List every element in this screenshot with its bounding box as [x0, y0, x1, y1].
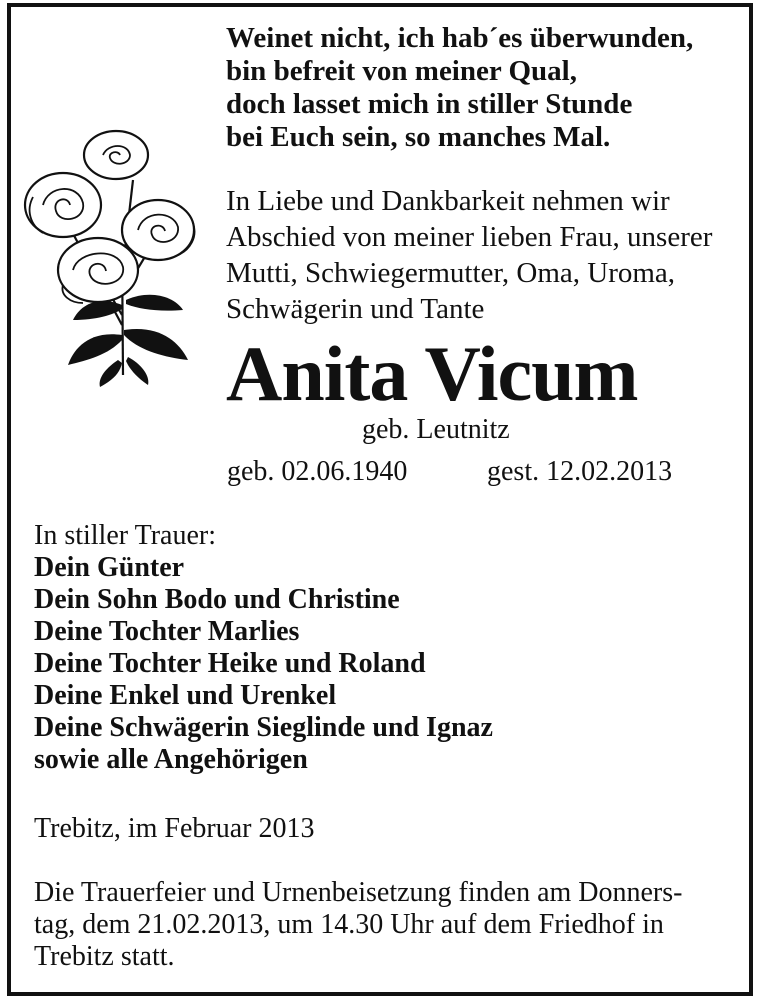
funeral-notice: Die Trauerfeier und Urnenbeisetzung finden am Donners- tag, dem 21.02.2013, um 14.30 Uhr auf dem Friedhof in Trebitz statt. [34, 877, 683, 972]
maiden-name: geb. Leutnitz [362, 414, 510, 445]
list-item: Deine Tochter Marlies [34, 616, 300, 647]
farewell-text: In Liebe und Dankbarkeit nehmen wir Abschied von meiner lieben Frau, unserer Mutti, Schwiegermutter, Oma, Uroma, Schwägerin und Tante [226, 185, 713, 325]
deceased-name: Anita Vicum [226, 330, 638, 417]
roses-icon [18, 125, 208, 390]
memorial-poem: Weinet nicht, ich hab´es überwunden, bin befreit von meiner Qual, doch lasset mich in stiller Stunde bei Euch sein, so manches Mal. [226, 22, 694, 153]
mourning-heading: In stiller Trauer: [34, 520, 216, 551]
list-item: sowie alle Angehörigen [34, 744, 308, 775]
list-item: Dein Sohn Bodo und Christine [34, 584, 400, 615]
place-date: Trebitz, im Februar 2013 [34, 813, 315, 844]
mourners-list [34, 552, 493, 776]
list-item: Dein Günter [34, 552, 185, 583]
list-item: Deine Tochter Heike und Roland [34, 648, 426, 679]
list-item: Deine Enkel und Urenkel [34, 680, 337, 711]
birth-date: geb. 02.06.1940 [227, 456, 408, 487]
death-date: gest. 12.02.2013 [487, 456, 673, 487]
list-item: Deine Schwägerin Sieglinde und Ignaz [34, 712, 493, 743]
